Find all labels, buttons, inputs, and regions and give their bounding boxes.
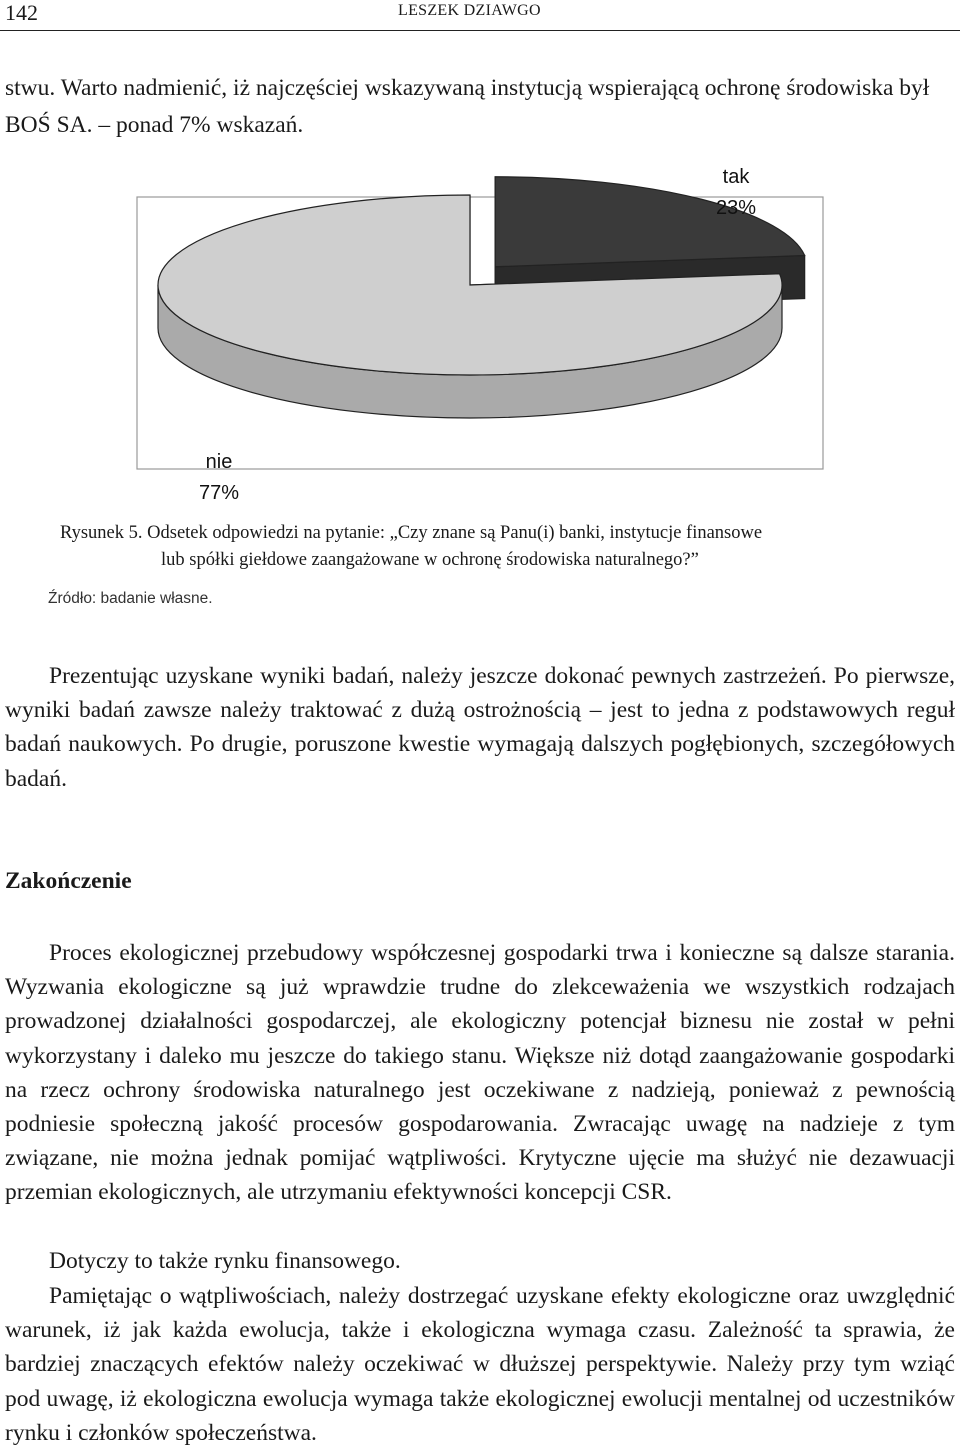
pie-chart [0, 160, 960, 510]
label-nie-value: 77% [198, 482, 240, 504]
paragraph-4: Pamiętając o wątpliwościach, należy dostrzegać uzyskane efekty ekologiczne oraz uwzględnić warunek, iż jak każda ewolucja, także i ekologiczna wymaga czasu. Zależność ta sprawia, że bardziej znaczących efektów należy oczekiwać w dłuższej perspektywie. Należy przy tym wziąć pod uwagę, iż ekologiczna ewolucja wymaga także ekologicznej ewolucji mentalnej od uczestników rynku i członków społeczeństwa. [5, 1283, 955, 1446]
figure-source: Źródło: badanie własne. [48, 590, 213, 607]
label-tak-value: 23% [715, 197, 757, 219]
label-tak-category: tak [722, 166, 750, 188]
pie-slice-tak [495, 177, 805, 267]
paragraph-1: Prezentując uzyskane wyniki badań, należy jeszcze dokonać pewnych zastrzeżeń. Po pierwsze, wyniki badań zawsze należy traktować z dużą ostrożnością – jest to jedna z podstawowych reguł badań naukowych. Po drugie, poruszone kwestie wymagają dalszych pogłębionych, szczegółowych badań. [5, 663, 955, 792]
paragraph-2: Proces ekologicznej przebudowy współczesnej gospodarki trwa i konieczne są dalsze starania. Wyzwania ekologiczne są już wprawdzie trudne do zlekceważenia we wszystkich rodzajach prowadzonej działalności gospodarczej, ale ekologiczny potencjał biznesu nie został w pełni wykorzystany i daleko mu jeszcze do takiego stanu. Większe niż dotąd zaangażowanie gospodarki na rzecz ochrony środowiska naturalnego jest oczekiwane z nadzieją, ponieważ z pewnością podniesie społeczną jakość procesów gospodarowania. Zwracając uwagę na nadzieje z tym związane, nie można jednak pomijać wątpliwości. Krytyczne ujęcie ma służyć nie dezawuacji przemian ekologicznych, ale utrzymaniu efektywności koncepcji CSR. [5, 940, 955, 1206]
section-heading: Zakończenie [5, 868, 132, 894]
page-header [0, 0, 960, 31]
figure-caption [60, 520, 940, 574]
paragraph-3: Dotyczy to także rynku finansowego. [49, 1248, 401, 1274]
page-number: 142 [5, 0, 38, 25]
intro-text: stwu. Warto nadmienić, iż najczęściej wskazywaną instytucją wspierającą ochronę środowiska był BOŚ SA. – ponad 7% wskazań. [5, 75, 930, 138]
label-nie-category: nie [205, 451, 233, 473]
caption-line-2: lub spółki giełdowe zaangażowane w ochronę środowiska naturalnego?” [161, 550, 699, 570]
running-author: LESZEK DZIAWGO [398, 2, 541, 19]
caption-line-1: Rysunek 5. Odsetek odpowiedzi na pytanie: „Czy znane są Panu(i) banki, instytucje finansowe [60, 523, 763, 543]
